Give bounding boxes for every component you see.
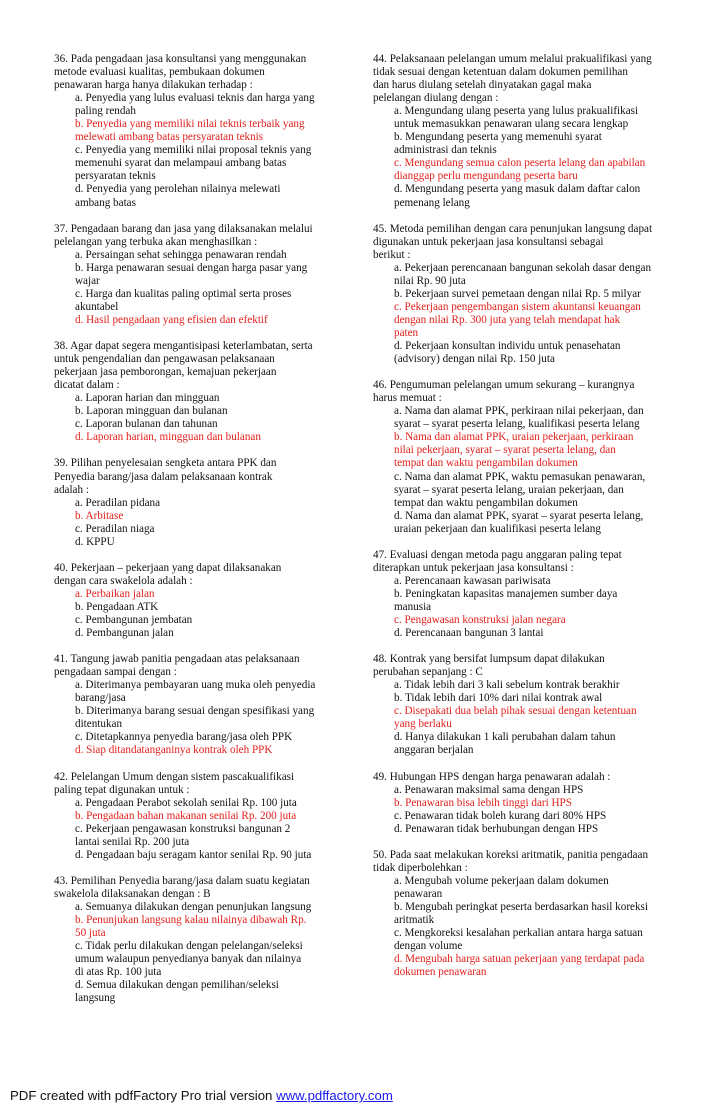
- question-line: 46. Pengumuman pelelangan umum sekurang – kurangnya: [373, 379, 635, 392]
- option-line: d. Laporan harian, mingguan dan bulanan: [75, 431, 261, 444]
- option-line: b. Arbitase: [75, 509, 124, 522]
- option-line: c. Penyedia yang memiliki nilai proposal teknis yang: [75, 144, 312, 157]
- option-line: barang/jasa: [75, 692, 126, 705]
- option-line: syarat – syarat peserta lelang, uraian pekerjaan, dan: [394, 483, 624, 496]
- option-line: a. Penyedia yang lulus evaluasi teknis dan harga yang: [75, 92, 315, 105]
- answer-option: [373, 131, 678, 157]
- question: [54, 340, 354, 444]
- option-line: dengan nilai Rp. 300 juta yang telah mendapat hak: [394, 313, 621, 326]
- option-line: a. Laporan harian dan mingguan: [75, 392, 220, 405]
- option-line: d. Penyedia yang perolehan nilainya melewati: [75, 183, 281, 196]
- answer-option: [54, 144, 354, 183]
- option-line: c. Pembangunan jembatan: [75, 614, 193, 627]
- option-line: dianggap perlu mengundang peserta baru: [394, 170, 578, 183]
- answer-option-correct: [373, 797, 678, 810]
- question: [54, 223, 354, 327]
- question-line: 45. Metoda pemilihan dengan cara penunjukan langsung dapat: [373, 222, 653, 235]
- answer-option: [54, 901, 354, 914]
- answer-option: [54, 288, 354, 314]
- answer-option-correct: [54, 914, 354, 940]
- question-text: [54, 875, 354, 901]
- option-line: d. KPPU: [75, 535, 115, 548]
- answer-option: [373, 823, 678, 836]
- option-line: administrasi dan teknis: [394, 144, 497, 157]
- question-line: perubahan sepanjang : C: [373, 666, 483, 679]
- answer-option-correct: [54, 588, 354, 601]
- option-line: nilai pekerjaan, syarat – syarat peserta lelang, dan: [394, 444, 616, 457]
- answer-option-correct: [54, 810, 354, 823]
- option-line: wajar: [75, 274, 100, 287]
- option-line: langsung: [75, 992, 116, 1005]
- question-line: 38. Agar dapat segera mengantisipasi keterlambatan, serta: [54, 340, 313, 353]
- footer-text: PDF created with pdfFactory Pro trial version: [10, 1088, 273, 1103]
- answer-option-correct: [54, 744, 354, 757]
- option-line: a. Mengubah volume pekerjaan dalam dokumen: [394, 874, 609, 887]
- question: [54, 653, 354, 757]
- option-line: di atas Rp. 100 juta: [75, 966, 162, 979]
- question: [373, 771, 678, 836]
- question: [373, 379, 678, 536]
- option-line: paten: [394, 326, 419, 339]
- option-line: d. Mengundang peserta yang masuk dalam daftar calon: [394, 183, 641, 196]
- option-line: d. Perencanaan bangunan 3 lantai: [394, 627, 544, 640]
- answer-option: [373, 288, 678, 301]
- answer-option: [54, 601, 354, 614]
- option-line: d. Pengadaan baju seragam kantor senilai Rp. 90 juta: [75, 848, 312, 861]
- question-line: digunakan untuk pekerjaan jasa konsultansi sebagai: [373, 235, 604, 248]
- question: [54, 457, 354, 548]
- question: [373, 849, 678, 979]
- option-line: persyaratan teknis: [75, 170, 156, 183]
- question-line: adalah :: [54, 483, 89, 496]
- answer-option: [373, 105, 678, 131]
- question: [54, 53, 354, 210]
- question-text: [54, 771, 354, 797]
- option-line: untuk memasukkan penawaran ulang secara lengkap: [394, 118, 629, 131]
- question-text: [54, 223, 354, 249]
- answer-option: [373, 784, 678, 797]
- answer-option-correct: [54, 510, 354, 523]
- question-line: dan harus diulang setelah dinyatakan gagal maka: [373, 79, 592, 92]
- answer-option-correct: [373, 705, 678, 731]
- option-line: c. Disepakati dua belah pihak sesuai dengan ketentuan: [394, 705, 637, 718]
- answer-option: [54, 497, 354, 510]
- option-line: a. Semuanya dilakukan dengan penunjukan langsung: [75, 901, 312, 914]
- option-line: b. Penawaran bisa lebih tinggi dari HPS: [394, 796, 572, 809]
- answer-option: [54, 392, 354, 405]
- question-line: metode evaluasi kualitas, pembukaan dokumen: [54, 66, 265, 79]
- option-line: c. Ditetapkannya penyedia barang/jasa oleh PPK: [75, 731, 293, 744]
- question-line: 50. Pada saat melakukan koreksi aritmatik, panitia pengadaan: [373, 848, 649, 861]
- answer-option: [54, 627, 354, 640]
- answer-option: [54, 183, 354, 209]
- answer-option: [54, 523, 354, 536]
- option-line: b. Peningkatan kapasitas manajemen sumber daya: [394, 587, 618, 600]
- option-line: a. Mengundang ulang peserta yang lulus prakualifikasi: [394, 105, 639, 118]
- option-line: c. Pengawasan konstruksi jalan negara: [394, 614, 566, 627]
- question: [373, 549, 678, 640]
- question-line: dengan cara swakelola adalah :: [54, 574, 193, 587]
- question-text: [373, 849, 678, 875]
- answer-option: [373, 510, 678, 536]
- answer-option: [54, 262, 354, 288]
- question-line: 37. Pengadaan barang dan jasa yang dilaksanakan melalui: [54, 222, 313, 235]
- option-line: d. Hasil pengadaan yang efisien dan efektif: [75, 313, 268, 326]
- option-line: c. Laporan bulanan dan tahunan: [75, 418, 218, 431]
- question-line: pelelangan diulang dengan :: [373, 92, 499, 105]
- answer-option-correct: [373, 614, 678, 627]
- option-line: yang berlaku: [394, 718, 452, 731]
- question-text: [373, 53, 678, 105]
- answer-option: [54, 731, 354, 744]
- option-line: ambang batas: [75, 196, 136, 209]
- question-line: harus memuat :: [373, 392, 442, 405]
- answer-option: [373, 262, 678, 288]
- answer-option: [54, 797, 354, 810]
- question-line: pelelangan yang terbuka akan menghasilkan :: [54, 235, 258, 248]
- answer-option-correct: [373, 301, 678, 340]
- option-line: d. Semua dilakukan dengan pemilihan/seleksi: [75, 979, 279, 992]
- question-line: 42. Pelelangan Umum dengan sistem pascakualifikasi: [54, 770, 295, 783]
- option-line: d. Nama dan alamat PPK, syarat – syarat peserta lelang,: [394, 509, 644, 522]
- question-text: [373, 379, 678, 405]
- answer-option: [373, 692, 678, 705]
- answer-option: [54, 979, 354, 1005]
- option-line: a. Perbaikan jalan: [75, 587, 155, 600]
- answer-option: [373, 471, 678, 510]
- answer-option: [373, 183, 678, 209]
- option-line: pemenang lelang: [394, 196, 470, 209]
- question: [54, 771, 354, 862]
- question-line: 40. Pekerjaan – pekerjaan yang dapat dilaksanakan: [54, 561, 282, 574]
- question-line: 43. Pemilihan Penyedia barang/jasa dalam suatu kegiatan: [54, 874, 310, 887]
- option-line: b. Laporan mingguan dan bulanan: [75, 405, 228, 418]
- answer-option: [373, 405, 678, 431]
- option-line: b. Pengadaan bahan makanan senilai Rp. 200 juta: [75, 809, 297, 822]
- answer-option: [54, 92, 354, 118]
- question-line: 39. Pilihan penyelesaian sengketa antara PPK dan: [54, 457, 277, 470]
- question-line: penawaran harga hanya dilakukan terhadap :: [54, 79, 253, 92]
- answer-option: [54, 823, 354, 849]
- answer-option: [54, 614, 354, 627]
- option-line: a. Pekerjaan perencanaan bangunan sekolah dasar dengan: [394, 261, 652, 274]
- option-line: b. Diterimanya barang sesuai dengan spesifikasi yang: [75, 705, 315, 718]
- answer-option: [54, 679, 354, 705]
- question-line: untuk pengendalian dan pengawasan pelaksanaan: [54, 353, 275, 366]
- question: [54, 875, 354, 1005]
- question-line: pengadaan sampai dengan :: [54, 666, 177, 679]
- option-line: (advisory) dengan nilai Rp. 150 juta: [394, 353, 555, 366]
- option-line: anggaran berjalan: [394, 744, 474, 757]
- answer-option-correct: [54, 431, 354, 444]
- question-line: Penyedia barang/jasa dalam pelaksanaan kontrak: [54, 470, 273, 483]
- answer-option: [54, 940, 354, 979]
- option-line: umum walaupun penyedianya banyak dan nilainya: [75, 953, 302, 966]
- option-line: a. Pengadaan Perabot sekolah senilai Rp. 100 juta: [75, 796, 297, 809]
- option-line: b. Mengubah peringkat peserta berdasarkan hasil koreksi: [394, 901, 648, 914]
- answer-option: [373, 340, 678, 366]
- answer-option: [373, 901, 678, 927]
- question-text: [373, 223, 678, 262]
- question-text: [54, 562, 354, 588]
- question-line: tidak diperbolehkan :: [373, 861, 468, 874]
- question: [373, 223, 678, 367]
- option-line: paling rendah: [75, 105, 136, 118]
- option-line: d. Pekerjaan konsultan individu untuk penasehatan: [394, 340, 621, 353]
- option-line: tempat dan waktu pengambilan dokumen: [394, 457, 578, 470]
- question-line: swakelola dilaksanakan dengan : B: [54, 888, 211, 900]
- question-line: 48. Kontrak yang bersifat lumpsum dapat dilakukan: [373, 653, 605, 666]
- option-line: syarat – syarat peserta lelang, kualifikasi peserta lelang: [394, 418, 640, 431]
- question: [373, 653, 678, 757]
- option-line: a. Persaingan sehat sehingga penawaran rendah: [75, 248, 287, 261]
- answer-option: [54, 705, 354, 731]
- answer-option-correct: [54, 314, 354, 327]
- option-line: manusia: [394, 600, 432, 613]
- question-line: 44. Pelaksanaan pelelangan umum melalui prakualifikasi yang: [373, 53, 652, 65]
- option-line: d. Penawaran tidak berhubungan dengan HPS: [394, 822, 599, 835]
- answer-option: [373, 575, 678, 588]
- option-line: tempat dan waktu pengambilan dokumen: [394, 496, 578, 509]
- answer-option: [373, 875, 678, 901]
- question-text: [54, 457, 354, 496]
- option-line: c. Penawaran tidak boleh kurang dari 80% HPS: [394, 809, 607, 822]
- answer-option-correct: [373, 953, 678, 979]
- option-line: lantai senilai Rp. 200 juta: [75, 835, 190, 848]
- pdf-footer: [10, 1088, 393, 1103]
- option-line: b. Mengundang peserta yang memenuhi syarat: [394, 131, 602, 144]
- option-line: d. Pembangunan jalan: [75, 627, 174, 640]
- option-line: memenuhi syarat dan melampaui ambang batas: [75, 157, 287, 170]
- question-text: [54, 653, 354, 679]
- question-text: [373, 653, 678, 679]
- option-line: a. Tidak lebih dari 3 kali sebelum kontrak berakhir: [394, 679, 620, 692]
- question-line: berikut :: [373, 248, 411, 261]
- option-line: c. Tidak perlu dilakukan dengan pelelangan/seleksi: [75, 940, 303, 953]
- answer-option-correct: [54, 118, 354, 144]
- option-line: a. Perencanaan kawasan pariwisata: [394, 574, 551, 587]
- question-text: [373, 549, 678, 575]
- question-line: tidak sesuai dengan ketentuan dalam dokumen pemilihan: [373, 66, 628, 79]
- right-column: [373, 53, 678, 992]
- answer-option: [54, 405, 354, 418]
- option-line: a. Penawaran maksimal sama dengan HPS: [394, 783, 584, 796]
- option-line: d. Hanya dilakukan 1 kali perubahan dalam tahun: [394, 731, 616, 744]
- answer-option: [373, 679, 678, 692]
- option-line: b. Penunjukan langsung kalau nilainya dibawah Rp.: [75, 914, 307, 927]
- answer-option: [373, 627, 678, 640]
- option-line: b. Tidak lebih dari 10% dari nilai kontrak awal: [394, 692, 603, 705]
- answer-option-correct: [373, 157, 678, 183]
- option-line: c. Nama dan alamat PPK, waktu pemasukan penawaran,: [394, 470, 646, 483]
- option-line: a. Nama dan alamat PPK, perkiraan nilai pekerjaan, dan: [394, 405, 644, 418]
- option-line: c. Mengkoreksi kesalahan perkalian antara harga satuan: [394, 927, 643, 940]
- question-line: paling tepat digunakan untuk :: [54, 783, 190, 796]
- option-line: a. Peradilan pidana: [75, 496, 161, 509]
- option-line: b. Penyedia yang memiliki nilai teknis terbaik yang: [75, 118, 305, 131]
- option-line: aritmatik: [394, 914, 435, 927]
- question-line: pekerjaan jasa pemborongan, kemajuan pekerjaan: [54, 366, 277, 379]
- answer-option: [373, 927, 678, 953]
- option-line: c. Mengundang semua calon peserta lelang dan apabilan: [394, 157, 646, 170]
- option-line: 50 juta: [75, 927, 106, 940]
- option-line: uraian pekerjaan dan kualifikasi peserta lelang: [394, 522, 601, 535]
- option-line: a. Diterimanya pembayaran uang muka oleh penyedia: [75, 679, 316, 692]
- question-line: 41. Tangung jawab panitia pengadaan atas pelaksanaan: [54, 653, 300, 666]
- option-line: b. Harga penawaran sesuai dengan harga pasar yang: [75, 261, 308, 274]
- question-text: [54, 53, 354, 92]
- question-line: 36. Pada pengadaan jasa konsultansi yang menggunakan: [54, 53, 307, 65]
- answer-option: [373, 731, 678, 757]
- question: [373, 53, 678, 210]
- question-line: dicatat dalam :: [54, 379, 120, 392]
- option-line: d. Mengubah harga satuan pekerjaan yang terdapat pada: [394, 953, 645, 966]
- option-line: b. Pengadaan ATK: [75, 600, 159, 613]
- answer-option: [373, 588, 678, 614]
- question-text: [54, 340, 354, 392]
- option-line: dengan volume: [394, 940, 463, 953]
- answer-option: [54, 849, 354, 862]
- answer-option-correct: [373, 431, 678, 470]
- option-line: c. Pekerjaan pengembangan sistem akuntansi keuangan: [394, 300, 641, 313]
- option-line: dokumen penawaran: [394, 966, 487, 979]
- left-column: [54, 53, 354, 1018]
- option-line: akuntabel: [75, 300, 119, 313]
- option-line: ditentukan: [75, 718, 123, 731]
- option-line: d. Siap ditandatanganinya kontrak oleh PPK: [75, 744, 273, 757]
- question: [54, 562, 354, 640]
- option-line: c. Harga dan kualitas paling optimal serta proses: [75, 287, 292, 300]
- question-line: 47. Evaluasi dengan metoda pagu anggaran paling tepat: [373, 548, 622, 561]
- option-line: c. Pekerjaan pengawasan konstruksi bangunan 2: [75, 822, 291, 835]
- footer-link[interactable]: www.pdffactory.com: [276, 1088, 393, 1103]
- answer-option: [54, 536, 354, 549]
- answer-option: [54, 418, 354, 431]
- option-line: b. Nama dan alamat PPK, uraian pekerjaan, perkiraan: [394, 431, 634, 444]
- option-line: melewati ambang batas persyaratan teknis: [75, 131, 264, 144]
- answer-option: [54, 249, 354, 262]
- option-line: penawaran: [394, 888, 443, 900]
- answer-option: [373, 810, 678, 823]
- option-line: nilai Rp. 90 juta: [394, 274, 466, 287]
- question-text: [373, 771, 678, 784]
- question-line: diterapkan untuk pekerjaan jasa konsultansi :: [373, 561, 574, 574]
- option-line: c. Peradilan niaga: [75, 522, 155, 535]
- option-line: b. Pekerjaan survei pemetaan dengan nilai Rp. 5 milyar: [394, 287, 641, 300]
- question-line: 49. Hubungan HPS dengan harga penawaran adalah :: [373, 770, 611, 783]
